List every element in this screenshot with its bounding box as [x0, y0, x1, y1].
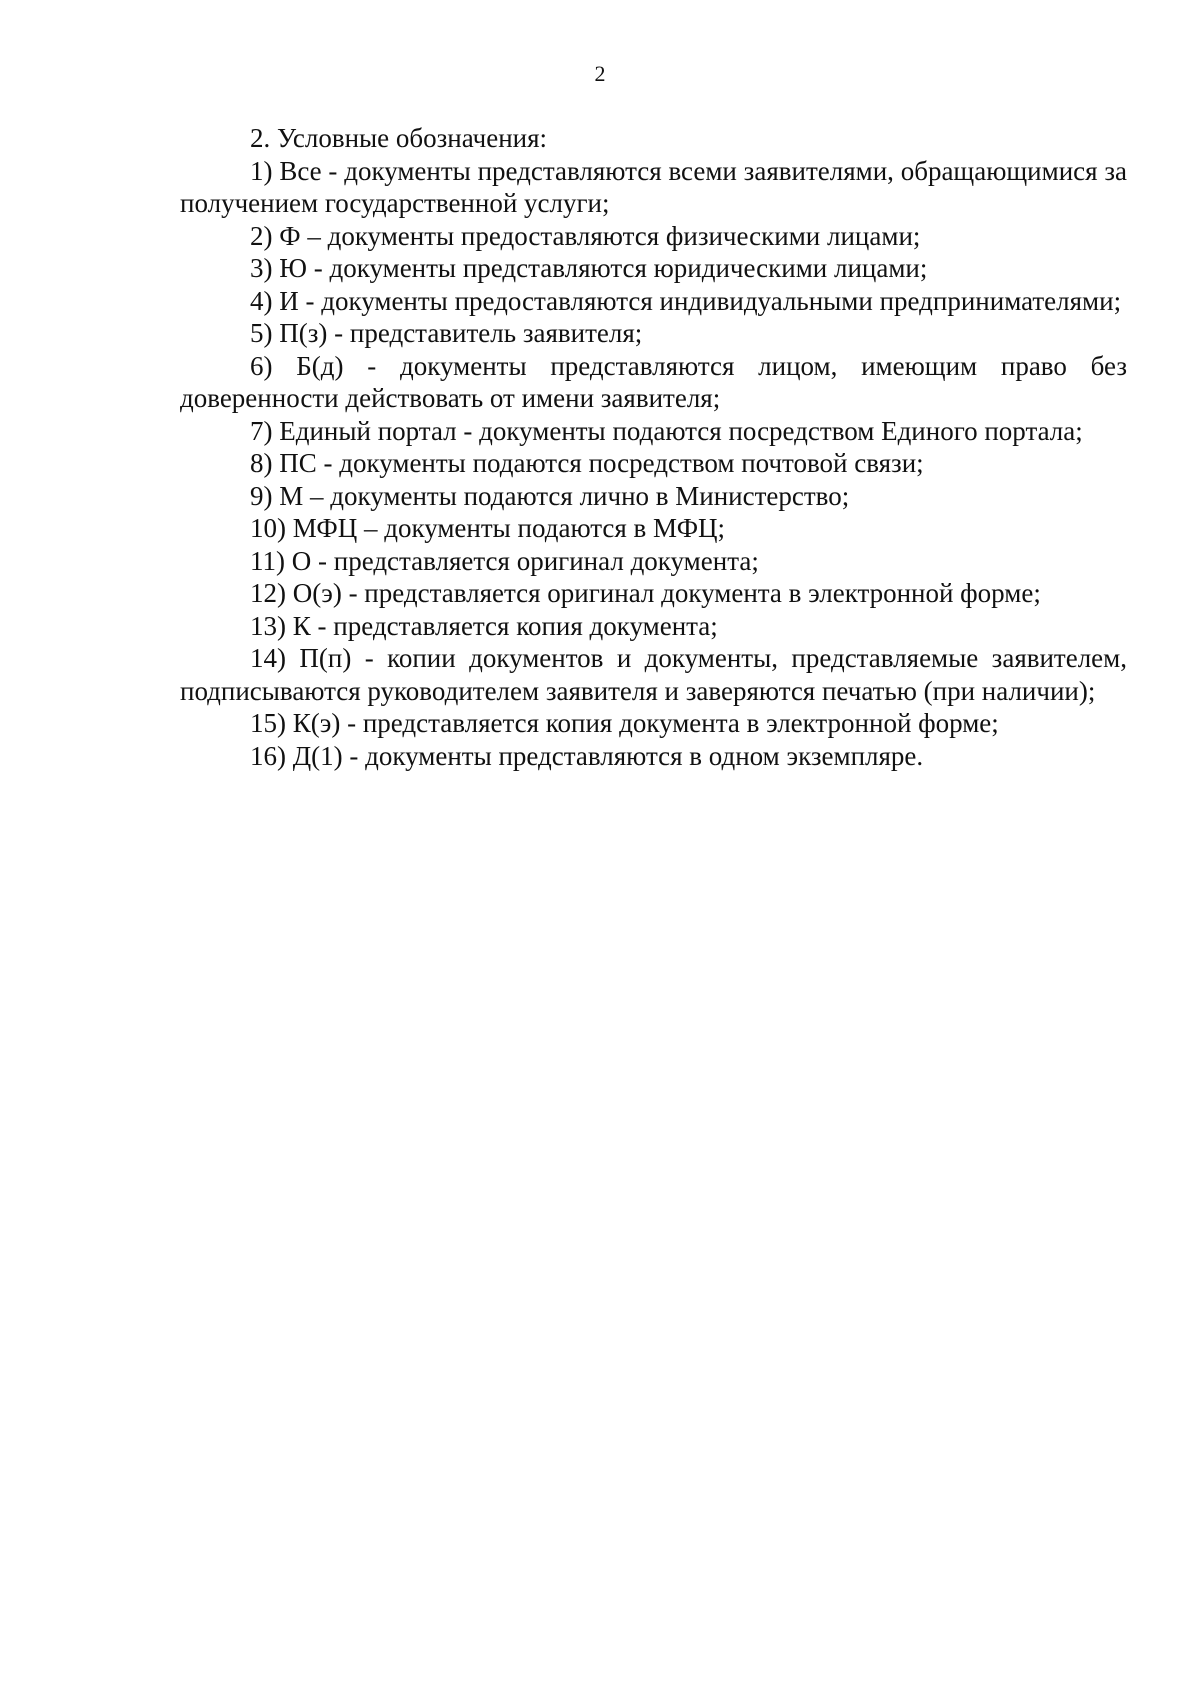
legend-item-number: 1): [250, 155, 273, 186]
legend-item-number: 12): [250, 578, 286, 608]
legend-item-text: Все - документы представляются всеми заявителями, обращающимися за получением государственной услуги;: [180, 155, 1128, 218]
legend-item-number: 3): [250, 253, 273, 283]
legend-item-number: 6): [250, 350, 273, 381]
legend-item-3: [180, 252, 1127, 285]
legend-item-13: [180, 610, 1127, 643]
legend-item-6: [180, 350, 1127, 415]
legend-item-text: Д(1) - документы представляются в одном экземпляре.: [292, 740, 924, 771]
legend-item-number: 5): [250, 318, 273, 348]
legend-item-number: 11): [250, 545, 285, 576]
legend-item-number: 2): [250, 220, 273, 251]
legend-item-number: 13): [250, 610, 286, 641]
section-heading: 2. Условные обозначения:: [250, 123, 548, 153]
legend-item-text: П(п) - копии документов и документы, представляемые заявителем, подписываются руководителем заявителя и заверяются печатью (при наличии);: [180, 643, 1128, 706]
legend-item-text: П(з) - представитель заявителя;: [279, 318, 643, 348]
page-number: 2: [594, 61, 606, 86]
legend-item-text: МФЦ – документы подаются в МФЦ;: [292, 513, 726, 543]
legend-item-number: 8): [250, 448, 273, 478]
legend-item-14: [180, 642, 1127, 707]
legend-item-number: 16): [250, 740, 286, 771]
legend-item-1: [180, 155, 1127, 220]
legend-item-10: [180, 512, 1127, 545]
legend-item-9: [180, 480, 1127, 513]
legend-item-8: [180, 447, 1127, 480]
legend-item-16: [180, 740, 1127, 773]
legend-item-12: [180, 577, 1127, 610]
legend-item-number: 14): [250, 643, 286, 673]
legend-item-number: 7): [250, 415, 273, 446]
legend-item-number: 4): [250, 285, 273, 316]
legend-item-7: [180, 415, 1127, 448]
legend-item-4: [180, 285, 1127, 318]
legend-item-text: И - документы предоставляются индивидуальными предпринимателями;: [279, 285, 1122, 316]
legend-item-text: К - представляется копия документа;: [292, 610, 718, 641]
legend-item-5: [180, 317, 1127, 350]
legend-item-text: Б(д) - документы представляются лицом, имеющим право без доверенности действовать от имени заявителя;: [180, 350, 1127, 413]
legend-item-number: 15): [250, 708, 286, 738]
legend-item-text: К(э) - представляется копия документа в электронной форме;: [292, 708, 999, 738]
legend-item-15: [180, 707, 1127, 740]
legend-item-11: [180, 545, 1127, 578]
legend-item-text: О - представляется оригинал документа;: [291, 545, 759, 576]
legend-item-2: [180, 220, 1127, 253]
legend-item-number: 9): [250, 480, 273, 511]
legend-item-text: ПС - документы подаются посредством почтовой связи;: [279, 448, 924, 478]
document-body: [180, 122, 1127, 772]
legend-item-text: М – документы подаются лично в Министерство;: [279, 480, 850, 511]
legend-item-text: Ф – документы предоставляются физическими лицами;: [279, 220, 921, 251]
legend-item-text: О(э) - представляется оригинал документа в электронной форме;: [292, 578, 1041, 608]
legend-item-text: Единый портал - документы подаются посредством Единого портала;: [279, 415, 1083, 446]
legend-item-text: Ю - документы представляются юридическими лицами;: [279, 253, 928, 283]
legend-item-number: 10): [250, 513, 286, 543]
